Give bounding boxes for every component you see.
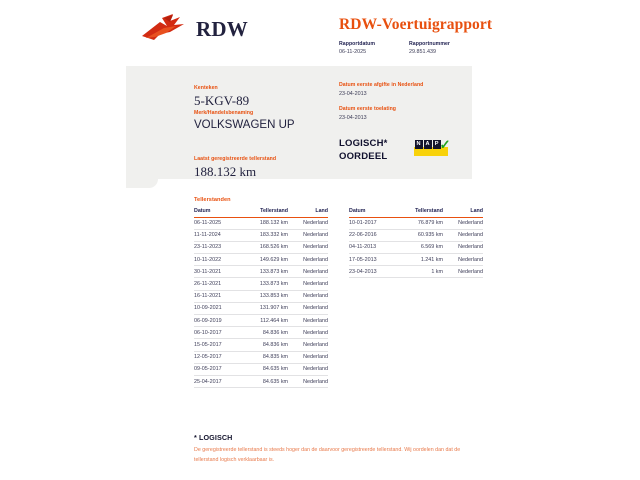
cell-odometer: 133.853 km xyxy=(238,290,288,302)
cell-country: Nederland xyxy=(443,254,483,266)
plate-label: Kenteken xyxy=(194,85,218,91)
mileage-label: Laatst geregistreerde tellerstand xyxy=(194,156,277,162)
cell-odometer: 1 km xyxy=(393,266,443,278)
table-row xyxy=(194,217,328,229)
cell-date: 06-09-2019 xyxy=(194,315,238,327)
page-header xyxy=(0,0,640,62)
table-row xyxy=(194,241,328,253)
cell-country: Nederland xyxy=(288,375,328,387)
table-row xyxy=(194,327,328,339)
cell-odometer: 149.629 km xyxy=(238,254,288,266)
cell-odometer: 6.569 km xyxy=(393,241,443,253)
cell-country: Nederland xyxy=(288,302,328,314)
cell-country: Nederland xyxy=(288,217,328,229)
table-row xyxy=(194,278,328,290)
cell-date: 09-05-2017 xyxy=(194,363,238,375)
cell-odometer: 1.241 km xyxy=(393,254,443,266)
cell-date: 26-11-2021 xyxy=(194,278,238,290)
table-row xyxy=(349,266,483,278)
odometer-left-body xyxy=(194,217,328,388)
cell-odometer: 133.873 km xyxy=(238,278,288,290)
nap-letter-tiles xyxy=(415,140,441,149)
odometer-table-right xyxy=(349,206,483,278)
cell-odometer: 84.836 km xyxy=(238,327,288,339)
cell-country: Nederland xyxy=(288,315,328,327)
cell-odometer: 168.526 km xyxy=(238,241,288,253)
footnote-title: * LOGISCH xyxy=(194,433,233,442)
column-header-country: Land xyxy=(443,206,483,217)
report-date-label: Rapportdatum xyxy=(339,41,376,47)
report-date-value: 06-11-2025 xyxy=(339,49,367,55)
cell-odometer: 188.132 km xyxy=(238,217,288,229)
nap-logo-icon xyxy=(414,139,454,156)
rdw-brand xyxy=(140,12,248,46)
judgement-line-1: LOGISCH* xyxy=(339,138,388,149)
table-row xyxy=(349,254,483,266)
cell-country: Nederland xyxy=(288,241,328,253)
cell-odometer: 112.464 km xyxy=(238,315,288,327)
judgement-line-2: OORDEEL xyxy=(339,151,388,162)
cell-country: Nederland xyxy=(288,278,328,290)
first-admission-label: Datum eerste toelating xyxy=(339,106,397,112)
judgement-row xyxy=(339,137,469,163)
report-number-field xyxy=(409,40,465,57)
table-row xyxy=(194,315,328,327)
table-header-row xyxy=(194,206,328,217)
odometer-table-left-column xyxy=(194,196,328,388)
cell-date: 06-11-2025 xyxy=(194,217,238,229)
cell-country: Nederland xyxy=(288,351,328,363)
title-spacer xyxy=(349,196,483,206)
table-row xyxy=(349,229,483,241)
cell-date: 11-11-2024 xyxy=(194,229,238,241)
cell-date: 16-11-2021 xyxy=(194,290,238,302)
judgement-badge xyxy=(339,137,388,163)
footnote-section xyxy=(194,432,494,465)
table-row xyxy=(194,254,328,266)
panel-notch-decoration xyxy=(126,179,158,188)
first-admission-value: 23-04-2013 xyxy=(339,115,367,121)
latest-mileage-block xyxy=(194,155,334,180)
rdw-flame-logo xyxy=(140,12,188,46)
column-header-date: Datum xyxy=(349,206,393,217)
cell-odometer: 84.635 km xyxy=(238,363,288,375)
cell-odometer: 84.835 km xyxy=(238,351,288,363)
cell-date: 22-06-2016 xyxy=(349,229,393,241)
odometer-table-right-column xyxy=(349,196,483,388)
cell-date: 04-11-2013 xyxy=(349,241,393,253)
table-row xyxy=(194,229,328,241)
table-row xyxy=(349,217,483,229)
cell-odometer: 133.873 km xyxy=(238,266,288,278)
mileage-value: 188.132 km xyxy=(194,164,257,179)
model-label: Merk/Handelsbenaming xyxy=(194,110,254,116)
table-header-row xyxy=(349,206,483,217)
vehicle-identity-block xyxy=(194,84,334,180)
cell-country: Nederland xyxy=(288,327,328,339)
cell-country: Nederland xyxy=(443,229,483,241)
report-number-value: 29.851.439 xyxy=(409,49,436,55)
cell-date: 25-04-2017 xyxy=(194,375,238,387)
cell-odometer: 131.907 km xyxy=(238,302,288,314)
first-issue-value: 23-04-2013 xyxy=(339,91,367,97)
cell-country: Nederland xyxy=(443,217,483,229)
odometer-table-left xyxy=(194,206,328,388)
cell-date: 23-11-2023 xyxy=(194,241,238,253)
cell-date: 10-01-2017 xyxy=(349,217,393,229)
column-header-date: Datum xyxy=(194,206,238,217)
cell-odometer: 84.836 km xyxy=(238,339,288,351)
table-row xyxy=(349,241,483,253)
cell-country: Nederland xyxy=(288,290,328,302)
rdw-wordmark: RDW xyxy=(196,16,248,41)
cell-country: Nederland xyxy=(288,339,328,351)
cell-country: Nederland xyxy=(443,241,483,253)
cell-date: 30-11-2021 xyxy=(194,266,238,278)
report-meta xyxy=(339,40,465,57)
nap-letter-p: P xyxy=(433,140,441,149)
checkmark-icon: ✓ xyxy=(439,137,451,152)
cell-date: 15-05-2017 xyxy=(194,339,238,351)
column-header-odometer: Tellerstand xyxy=(393,206,443,217)
report-title: RDW-Voertuigrapport xyxy=(339,16,493,33)
plate-value: 5-KGV-89 xyxy=(194,93,250,108)
nap-letter-n: N xyxy=(416,141,421,147)
column-header-odometer: Tellerstand xyxy=(238,206,288,217)
footnote-body: De geregistreerde tellerstand is steeds hoger dan de daarvoor geregistreerde tellerstand. Wij oordelen dan dat de tellerstand logisch verklaarbaar is. xyxy=(194,447,461,463)
cell-odometer: 183.332 km xyxy=(238,229,288,241)
cell-odometer: 84.635 km xyxy=(238,375,288,387)
cell-country: Nederland xyxy=(288,254,328,266)
cell-date: 17-05-2013 xyxy=(349,254,393,266)
odometer-right-body xyxy=(349,217,483,278)
cell-date: 10-11-2022 xyxy=(194,254,238,266)
vehicle-info-panel xyxy=(126,66,472,179)
cell-country: Nederland xyxy=(443,266,483,278)
table-row xyxy=(194,302,328,314)
cell-date: 06-10-2017 xyxy=(194,327,238,339)
cell-date: 12-05-2017 xyxy=(194,351,238,363)
table-row xyxy=(194,266,328,278)
cell-date: 23-04-2013 xyxy=(349,266,393,278)
cell-odometer: 76.879 km xyxy=(393,217,443,229)
cell-date: 10-09-2021 xyxy=(194,302,238,314)
nap-letter-a: A xyxy=(425,141,430,147)
odometer-tables xyxy=(194,196,484,388)
cell-country: Nederland xyxy=(288,363,328,375)
table-row xyxy=(194,375,328,387)
cell-odometer: 60.935 km xyxy=(393,229,443,241)
first-issue-label: Datum eerste afgifte in Nederland xyxy=(339,82,424,88)
column-header-country: Land xyxy=(288,206,328,217)
model-value: VOLKSWAGEN UP xyxy=(194,119,295,131)
table-row xyxy=(194,290,328,302)
cell-country: Nederland xyxy=(288,266,328,278)
odometer-section-title: Tellerstanden xyxy=(194,197,231,203)
table-row xyxy=(194,339,328,351)
report-date-field xyxy=(339,40,395,57)
table-row xyxy=(194,351,328,363)
report-number-label: Rapportnummer xyxy=(409,41,450,47)
vehicle-dates-block xyxy=(339,81,469,163)
table-row xyxy=(194,363,328,375)
cell-country: Nederland xyxy=(288,229,328,241)
